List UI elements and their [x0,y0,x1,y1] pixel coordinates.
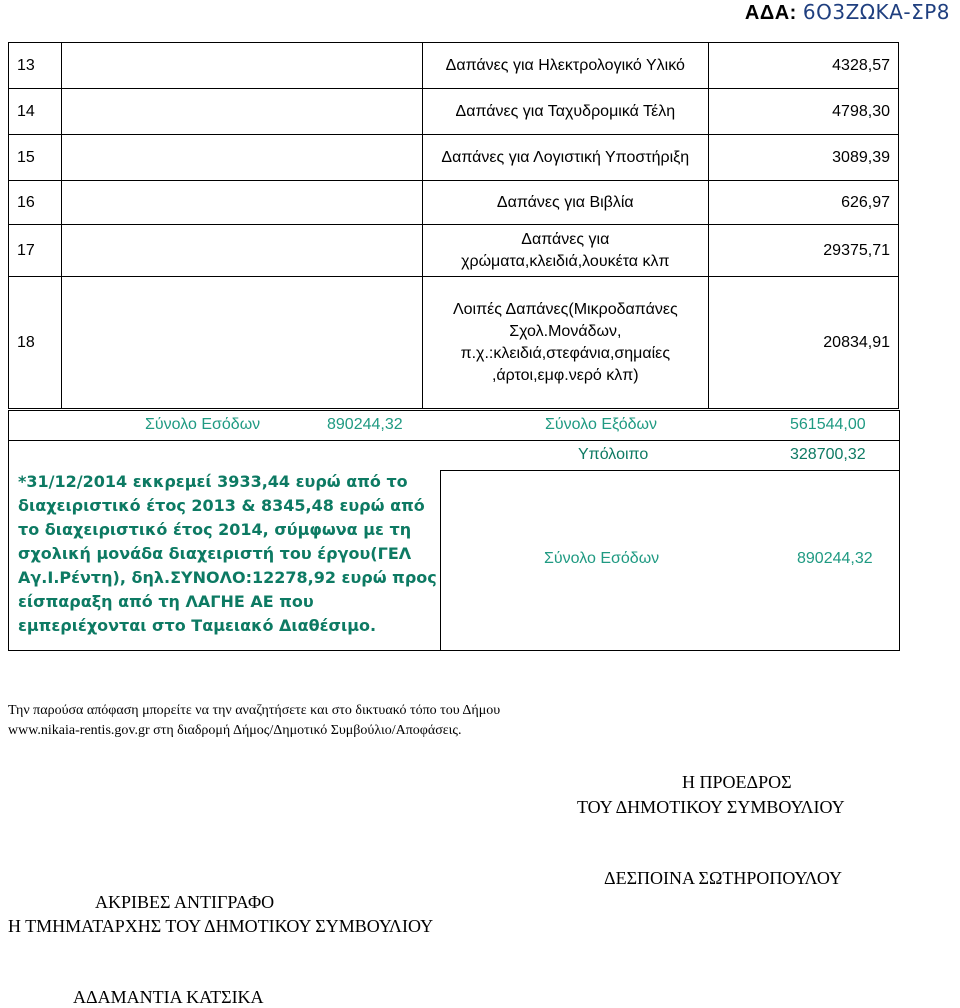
balance-value: 328700,32 [790,446,866,463]
ada-header [745,0,950,25]
president-name: ΔΕΣΠΟΙΝΑ ΣΩΤΗΡΟΠΟΥΛΟΥ [604,868,842,888]
row-description: Δαπάνες για Ηλεκτρολογικό Υλικό [422,43,708,89]
row-number: 13 [9,43,62,89]
president-title-1: Η ΠΡΟΕΔΡΟΣ [682,772,792,792]
row-number: 14 [9,89,62,135]
copy-title-2: Η ΤΜΗΜΑΤΑΡΧΗΣ ΤΟΥ ΔΗΜΟΤΙΚΟΥ ΣΥΜΒΟΥΛΙΟΥ [8,916,434,936]
row-number: 16 [9,181,62,225]
row-amount: 3089,39 [708,135,898,181]
expenses-table [8,42,899,409]
pending-note: *31/12/2014 εκκρεμεί 3933,44 ευρώ από το διαχειριστικό έτος 2013 & 8345,48 ευρώ από το διαχειριστικό έτος 2014, σύμφωνα με τη σχολική μονάδα διαχειριστή του έργου(ΓΕΛ Αγ.Ι.Ρέντη), δηλ.ΣΥΝΟΛΟ:12278,92 ευρώ προς είσπαραξη από τη ΛΑΓΗΕ ΑΕ που εμπεριέχονται στο Ταμειακό Διαθέσιμο. [18,472,437,635]
row-description: Λοιπές Δαπάνες(Μικροδαπάνες Σχολ.Μονάδων, π.χ.:κλειδιά,στεφάνια,σημαίες ,άρτοι,εμφ.νερό κλπ) [422,277,708,409]
row-description: Δαπάνες για Βιβλία [422,181,708,225]
table-row [9,89,899,135]
row-amount: 20834,91 [708,277,898,409]
income-total-label-2: Σύνολο Εσόδων [544,550,660,567]
row-amount: 626,97 [708,181,898,225]
ada-code: 6Ο3ΖΩΚΑ-ΣΡ8 [802,0,950,24]
row-number: 15 [9,135,62,181]
row-amount: 29375,71 [708,225,898,277]
table-row [9,225,899,277]
income-total-value-2: 890244,32 [797,550,873,567]
row-description: Δαπάνες για χρώματα,κλειδιά,λουκέτα κλπ [422,225,708,277]
balance-label: Υπόλοιπο [578,446,649,463]
table-row [9,43,899,89]
copy-title-1: ΑΚΡΙΒΕΣ ΑΝΤΙΓΡΑΦΟ [95,892,275,912]
ada-label: ΑΔΑ: [744,2,797,24]
footer-line-2: www.nikaia-rentis.gov.gr στη διαδρομή Δήμος/Δημοτικό Συμβούλιο/Αποφάσεις. [8,723,462,738]
table-row [9,135,899,181]
row-number: 18 [9,277,62,409]
footer-line-1: Την παρούσα απόφαση μπορείτε να την αναζητήσετε και στο δικτυακό τόπο του Δήμου [8,703,501,718]
expense-total-value: 561544,00 [790,416,866,433]
copy-name: ΑΔΑΜΑΝΤΙΑ ΚΑΤΣΙΚΑ [73,987,264,1007]
table-row [9,277,899,409]
row-amount: 4798,30 [708,89,898,135]
row-amount: 4328,57 [708,43,898,89]
income-total-label: Σύνολο Εσόδων [145,416,261,433]
table-row [9,181,899,225]
row-description: Δαπάνες για Λογιστική Υποστήριξη [422,135,708,181]
row-number: 17 [9,225,62,277]
income-total-value: 890244,32 [327,416,403,433]
president-title-2: ΤΟΥ ΔΗΜΟΤΙΚΟΥ ΣΥΜΒΟΥΛΙΟΥ [577,797,845,817]
row-description: Δαπάνες για Ταχυδρομικά Τέλη [422,89,708,135]
expense-total-label: Σύνολο Εξόδων [545,416,658,433]
